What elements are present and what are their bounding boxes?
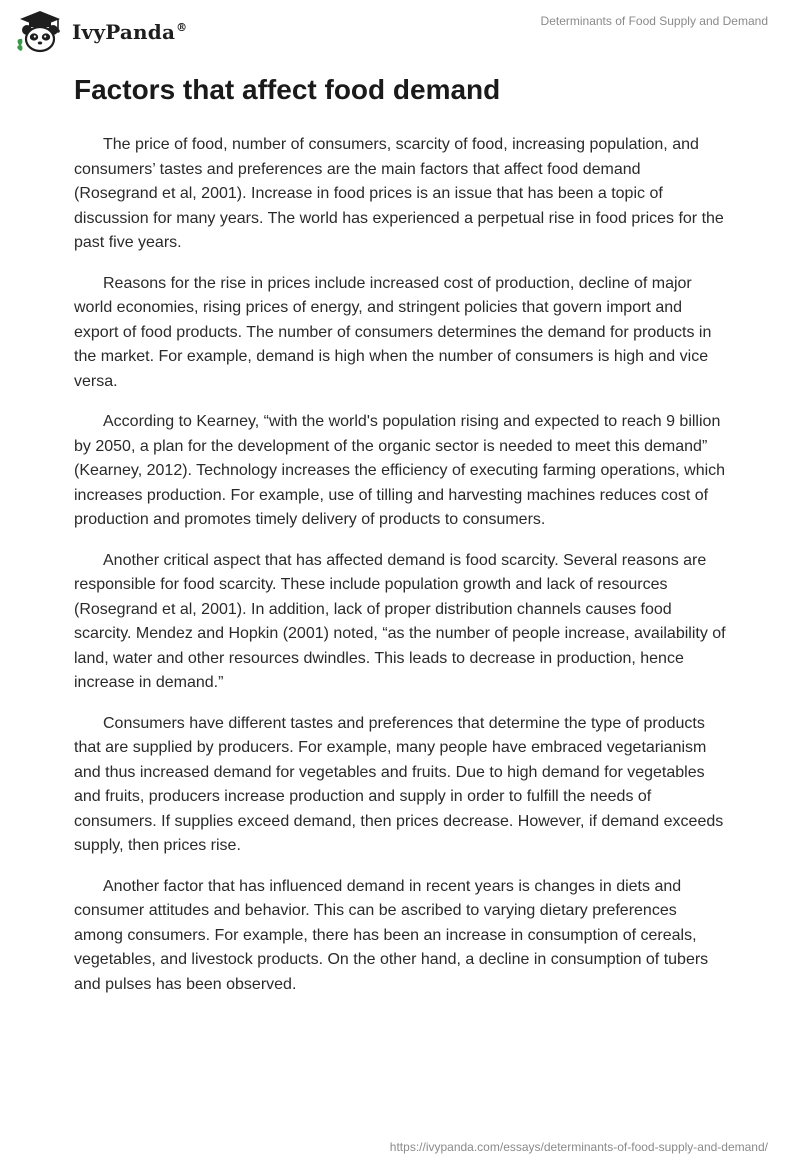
paragraph: Reasons for the rise in prices include increased cost of production, decline of major world economies, rising prices of energy, and stringent policies that govern import and export of food products. The number of consumers determines the demand for products in the market. For example, demand is high when the number of consumers is high and vice versa. [74, 274, 712, 390]
panda-graduate-icon [14, 8, 66, 56]
paragraph: Consumers have different tastes and preferences that determine the type of products that are supplied by producers. For example, many people have embraced vegetarianism and thus increased demand for vegetables and fruits. Due to high demand for vegetables and fruits, producers increase production and supply in order to fulfill the needs of consumers. If supplies exceed demand, then prices decrease. However, if demand exceeds supply, then prices rise. [74, 714, 724, 854]
page-header [0, 0, 800, 60]
paragraph: Another factor that has influenced demand in recent years is changes in diets and consumer attitudes and behavior. This can be ascribed to varying dietary preferences among consumers. For example, there has been an increase in consumption of cereals, vegetables, and livestock products. On the other hand, a decline in consumption of tubers and pulses has been observed. [74, 877, 709, 993]
paragraph: The price of food, number of consumers, scarcity of food, increasing population, and consumers’ tastes and preferences are the main factors that affect food demand (Rosegrand et al, 2001). Increase in food prices is an issue that has been a topic of discussion for many years. The world has experienced a perpetual rise in food prices for the past five years. [74, 136, 724, 251]
page-title: Factors that affect food demand [74, 74, 501, 105]
logo-wordmark: IvyPanda® [72, 20, 188, 44]
paragraph: According to Kearney, “with the world's population rising and expected to reach 9 billion by 2050, a plan for the development of the organic sector is needed to meet this demand” (Kearney, 2012). Technology increases the efficiency of executing farming operations, which increases production. For example, use of tilling and harvesting machines reduces cost of production and promotes timely delivery of products to consumers. [74, 413, 726, 528]
source-url[interactable]: https://ivypanda.com/essays/determinants-of-food-supply-and-demand/ [389, 1140, 768, 1154]
ivypanda-logo[interactable] [14, 8, 187, 56]
paragraph: Another critical aspect that has affected demand is food scarcity. Several reasons are responsible for food scarcity. These include population growth and lack of resources (Rosegrand et al, 2001). In addition, lack of proper distribution channels causes food scarcity. Mendez and Hopkin (2001) noted, “as the number of people increase, availability of land, water and other resources dwindles. This leads to decrease in production, hence increase in demand.” [74, 551, 726, 691]
document-title: Determinants of Food Supply and Demand [540, 14, 768, 28]
article-body [74, 133, 728, 1013]
